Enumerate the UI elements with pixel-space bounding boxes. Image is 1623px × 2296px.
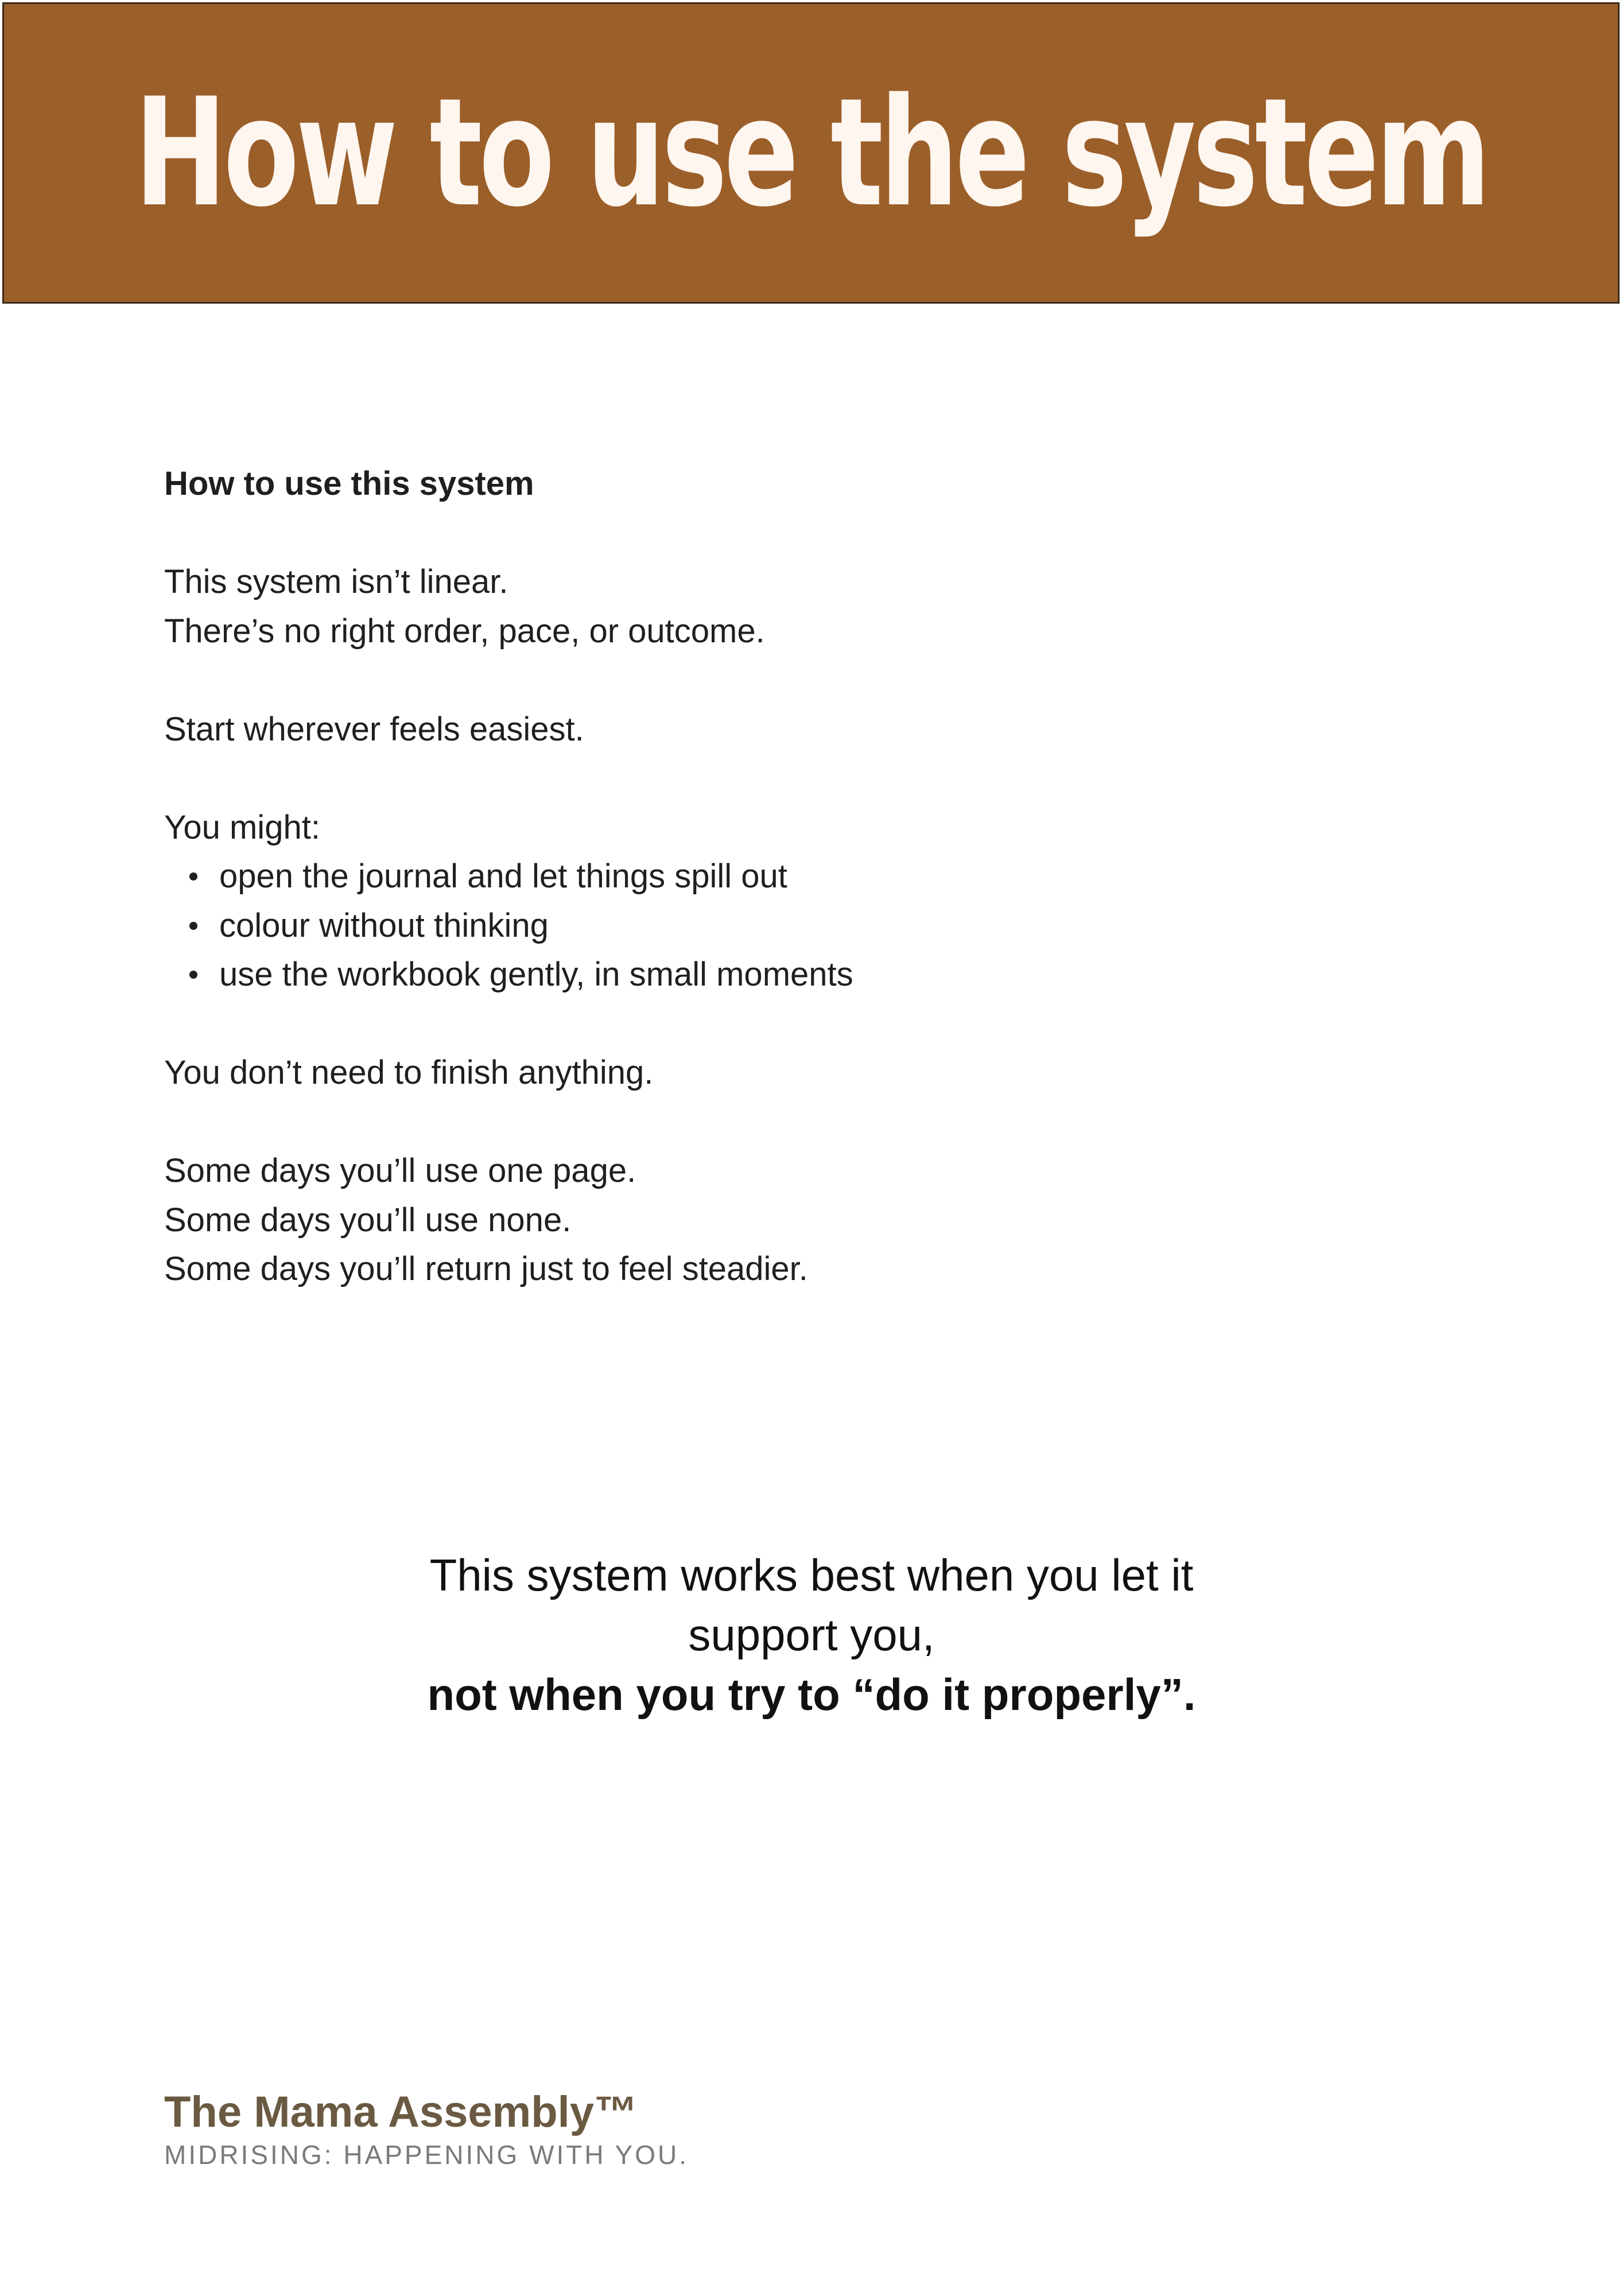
paragraph-not-linear: [164, 557, 1455, 656]
paragraph-line: Some days you’ll use one page.: [164, 1152, 636, 1189]
quote-line: support you,: [688, 1609, 935, 1660]
header-banner: [2, 2, 1620, 304]
paragraph-line: Some days you’ll use none.: [164, 1201, 572, 1239]
list-item: use the workbook gently, in small moments: [219, 950, 1455, 999]
brand-tagline: MIDRISING: HAPPENING WITH YOU.: [164, 2140, 689, 2170]
paragraph-some-days: [164, 1146, 1455, 1294]
paragraph-start-anywhere: Start wherever feels easiest.: [164, 710, 584, 748]
pull-quote: [238, 1545, 1385, 1724]
paragraph-line: This system isn’t linear.: [164, 563, 508, 600]
paragraph-no-finish: You don’t need to finish anything.: [164, 1054, 654, 1091]
suggestion-list: [164, 852, 1455, 999]
list-item: open the journal and let things spill out: [219, 852, 1455, 901]
paragraph-line: There’s no right order, pace, or outcome.: [164, 612, 765, 650]
list-intro: You might:: [164, 808, 320, 846]
page-title: How to use the system: [134, 66, 1488, 240]
brand-footer: [164, 2084, 689, 2172]
paragraph-line: Some days you’ll return just to feel steadier.: [164, 1250, 808, 1287]
section-heading: How to use this system: [164, 465, 534, 502]
list-item: colour without thinking: [219, 901, 1455, 951]
brand-name: The Mama Assembly™: [164, 2088, 638, 2136]
quote-line: This system works best when you let it: [429, 1550, 1194, 1600]
quote-emphasis: not when you try to “do it properly”.: [427, 1669, 1196, 1720]
content-section: [164, 459, 1455, 1343]
